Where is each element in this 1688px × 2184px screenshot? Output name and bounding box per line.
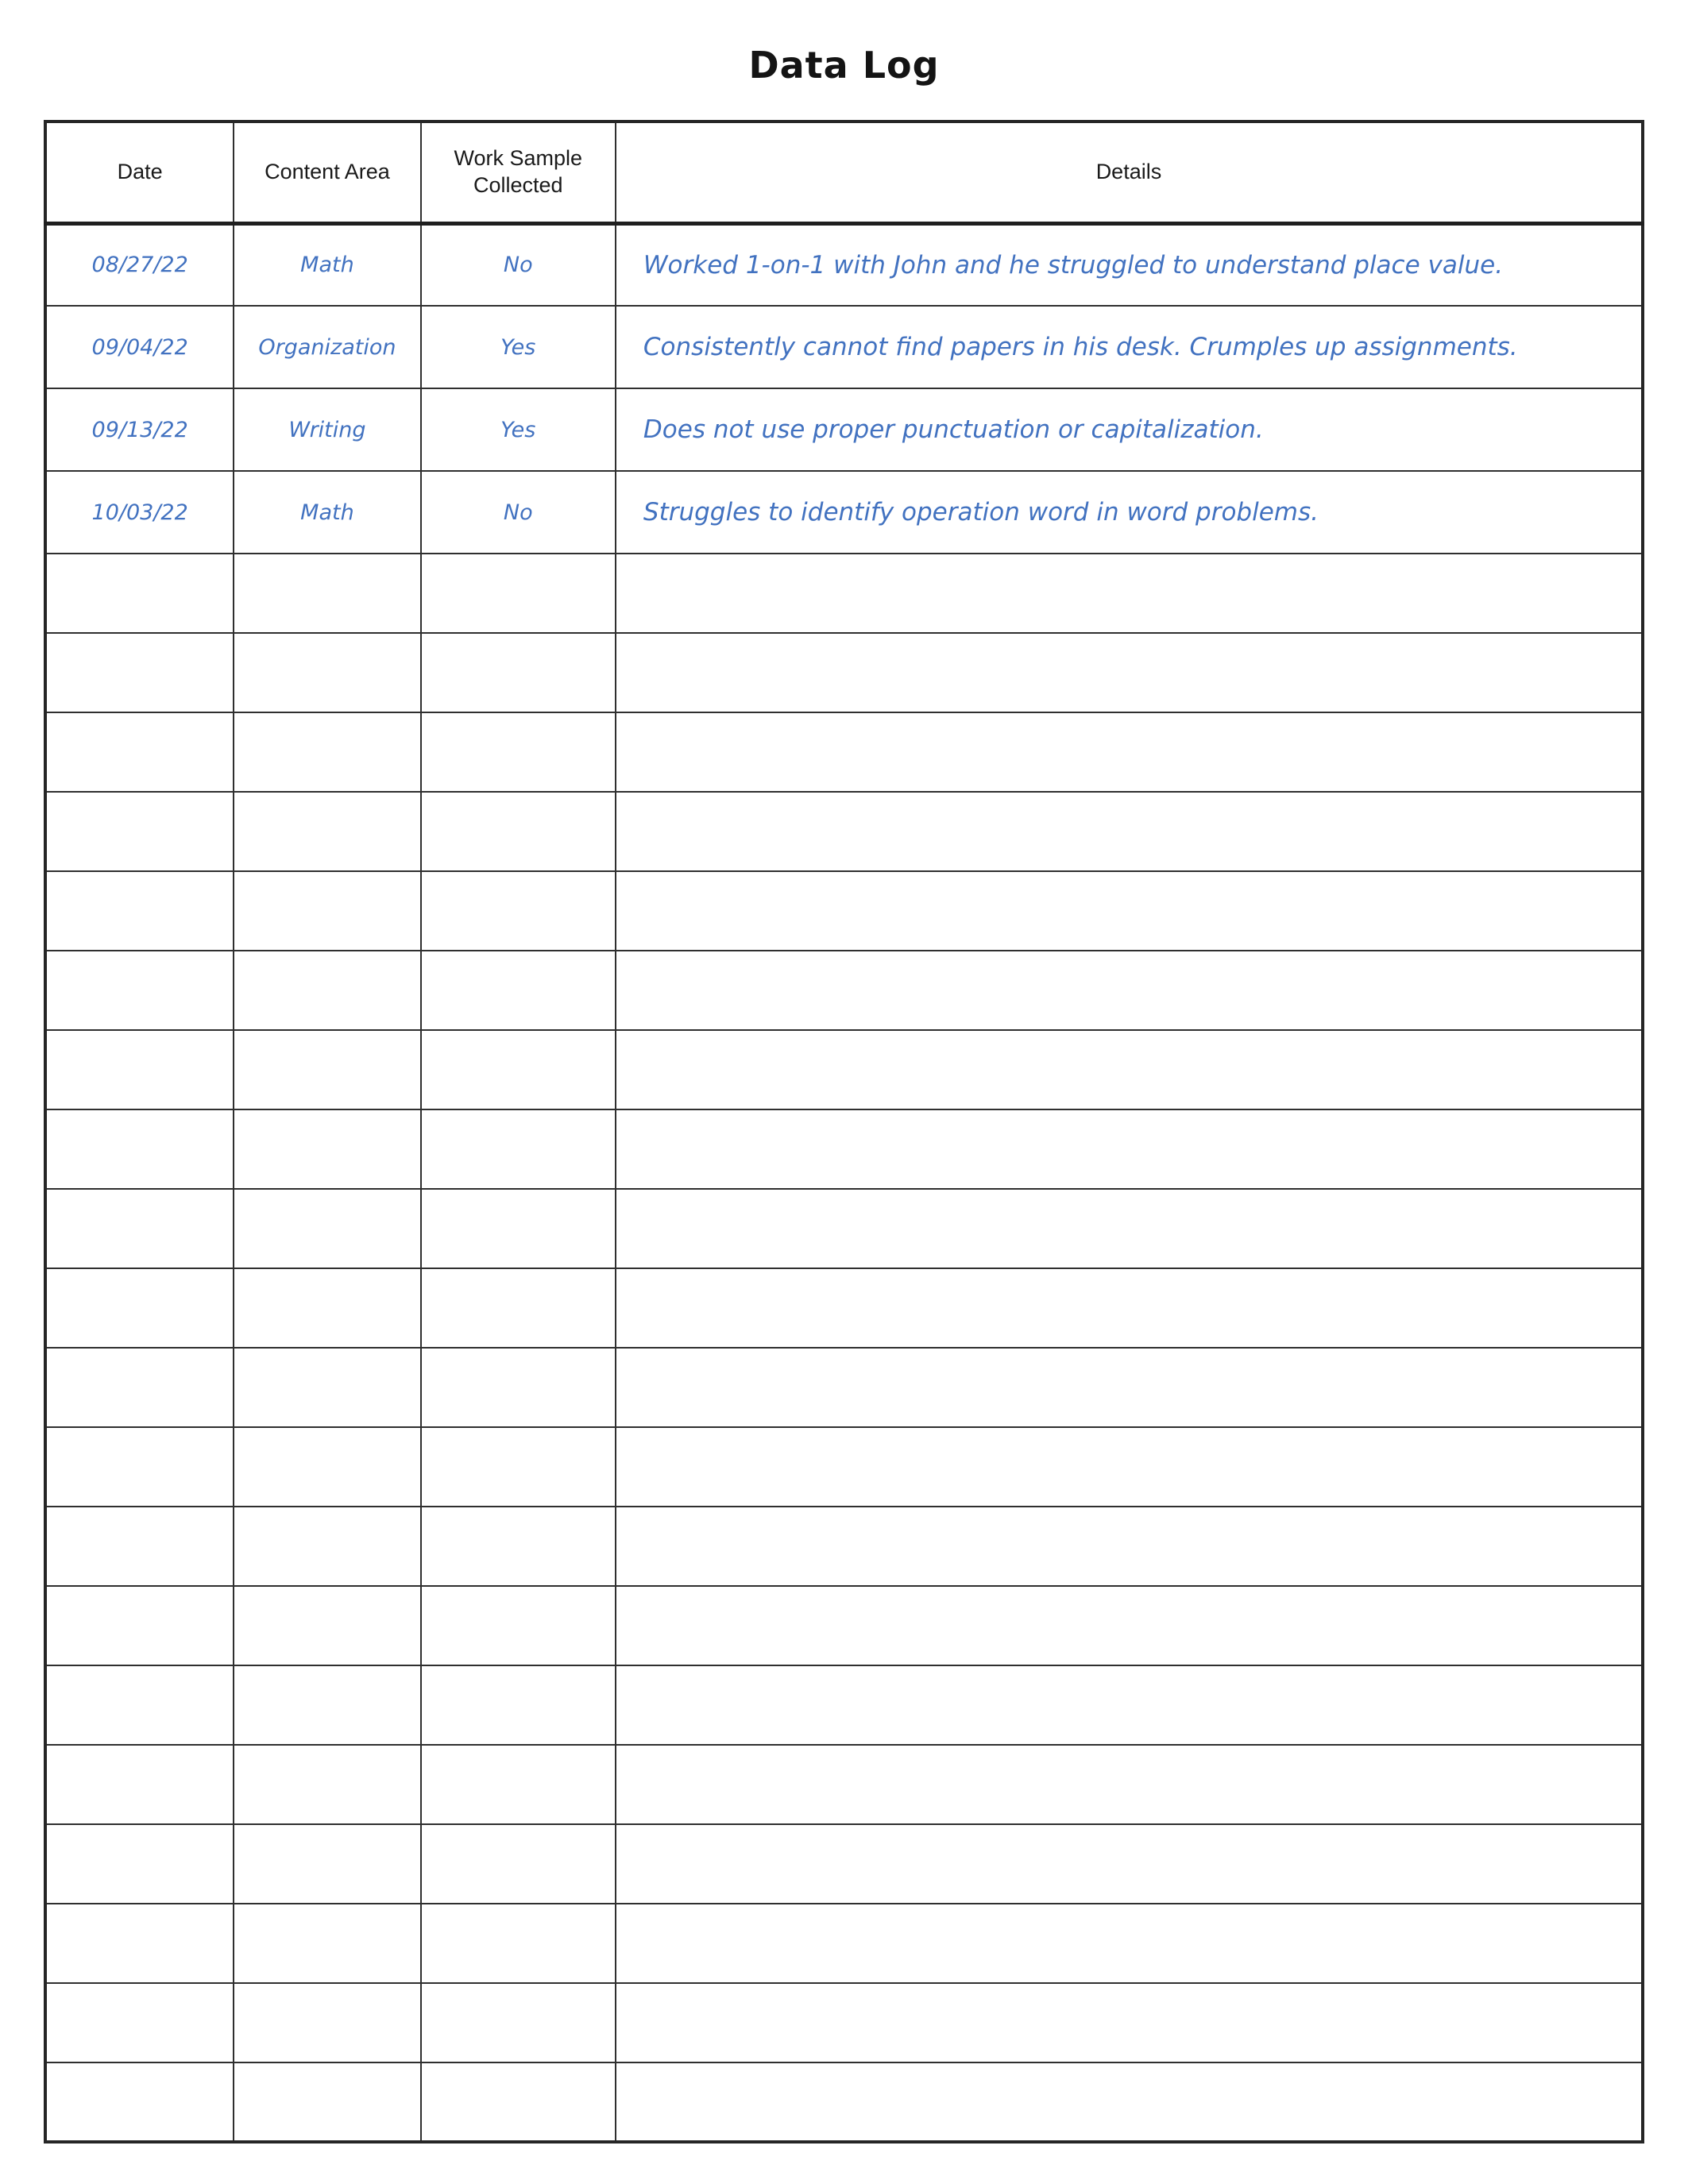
content-area-cell-empty bbox=[234, 1983, 420, 2062]
header-row bbox=[45, 122, 1643, 223]
work-sample-cell-empty bbox=[421, 1348, 616, 1427]
content-area-cell-empty bbox=[234, 1665, 420, 1745]
work-sample-cell-empty bbox=[421, 633, 616, 712]
empty-rows bbox=[45, 554, 1643, 2142]
work-sample-cell-empty bbox=[421, 1824, 616, 1904]
details-cell-empty bbox=[616, 1030, 1643, 1109]
date-cell-empty bbox=[45, 1665, 234, 1745]
empty-table-row bbox=[45, 792, 1643, 871]
content-area-cell: Math bbox=[234, 471, 420, 554]
work-sample-cell-empty bbox=[421, 1109, 616, 1189]
empty-table-row bbox=[45, 1189, 1643, 1268]
content-area-cell-empty bbox=[234, 871, 420, 951]
content-area-cell-empty bbox=[234, 1904, 420, 1983]
empty-table-row bbox=[45, 2062, 1643, 2142]
work-sample-cell-empty bbox=[421, 1030, 616, 1109]
empty-table-row bbox=[45, 1745, 1643, 1824]
date-cell-empty bbox=[45, 1348, 234, 1427]
empty-table-row bbox=[45, 951, 1643, 1030]
date-cell: 09/04/22 bbox=[45, 306, 234, 388]
content-area-cell-empty bbox=[234, 1507, 420, 1586]
content-area-cell-empty bbox=[234, 1745, 420, 1824]
empty-table-row bbox=[45, 1983, 1643, 2062]
details-cell-empty bbox=[616, 1745, 1643, 1824]
date-cell-empty bbox=[45, 871, 234, 951]
empty-table-row bbox=[45, 1507, 1643, 1586]
content-area-cell-empty bbox=[234, 1586, 420, 1665]
details-cell: Struggles to identify operation word in word problems. bbox=[616, 471, 1643, 554]
empty-table-row bbox=[45, 633, 1643, 712]
work-sample-cell-empty bbox=[421, 792, 616, 871]
date-cell-empty bbox=[45, 1745, 234, 1824]
date-cell-empty bbox=[45, 1268, 234, 1348]
date-cell-empty bbox=[45, 1983, 234, 2062]
date-cell-empty bbox=[45, 792, 234, 871]
page-title: Data Log bbox=[748, 44, 940, 87]
date-cell-empty bbox=[45, 1507, 234, 1586]
work-sample-cell: No bbox=[421, 223, 616, 306]
details-cell-empty bbox=[616, 1109, 1643, 1189]
empty-table-row bbox=[45, 712, 1643, 792]
column-header-date: Date bbox=[45, 122, 234, 223]
empty-table-row bbox=[45, 1904, 1643, 1983]
work-sample-cell-empty bbox=[421, 1427, 616, 1507]
work-sample-cell-empty bbox=[421, 871, 616, 951]
date-cell-empty bbox=[45, 1824, 234, 1904]
work-sample-cell-empty bbox=[421, 1665, 616, 1745]
date-cell-empty bbox=[45, 712, 234, 792]
work-sample-cell: Yes bbox=[421, 388, 616, 471]
details-cell-empty bbox=[616, 1268, 1643, 1348]
date-cell-empty bbox=[45, 1427, 234, 1507]
date-cell-empty bbox=[45, 2062, 234, 2142]
date-cell-empty bbox=[45, 1586, 234, 1665]
column-header-content-area: Content Area bbox=[234, 122, 420, 223]
table-row bbox=[45, 471, 1643, 554]
details-cell-empty bbox=[616, 1983, 1643, 2062]
details-cell-empty bbox=[616, 1586, 1643, 1665]
filled-rows bbox=[45, 223, 1643, 554]
details-cell-empty bbox=[616, 1427, 1643, 1507]
content-area-cell: Writing bbox=[234, 388, 420, 471]
content-area-cell-empty bbox=[234, 1427, 420, 1507]
work-sample-cell-empty bbox=[421, 1904, 616, 1983]
details-cell-empty bbox=[616, 1904, 1643, 1983]
content-area-cell-empty bbox=[234, 1348, 420, 1427]
date-cell: 09/13/22 bbox=[45, 388, 234, 471]
empty-table-row bbox=[45, 1824, 1643, 1904]
details-cell-empty bbox=[616, 871, 1643, 951]
content-area-cell: Organization bbox=[234, 306, 420, 388]
table-header bbox=[45, 122, 1643, 223]
details-cell: Consistently cannot find papers in his desk. Crumples up assignments. bbox=[616, 306, 1643, 388]
details-cell-empty bbox=[616, 1824, 1643, 1904]
date-cell-empty bbox=[45, 1189, 234, 1268]
content-area-cell-empty bbox=[234, 792, 420, 871]
work-sample-cell-empty bbox=[421, 1189, 616, 1268]
details-cell-empty bbox=[616, 1507, 1643, 1586]
work-sample-cell: Yes bbox=[421, 306, 616, 388]
empty-table-row bbox=[45, 1427, 1643, 1507]
details-cell-empty bbox=[616, 712, 1643, 792]
table-row bbox=[45, 388, 1643, 471]
details-cell: Does not use proper punctuation or capitalization. bbox=[616, 388, 1643, 471]
work-sample-cell-empty bbox=[421, 1745, 616, 1824]
work-sample-cell-empty bbox=[421, 554, 616, 633]
details-cell-empty bbox=[616, 1348, 1643, 1427]
content-area-cell-empty bbox=[234, 1268, 420, 1348]
date-cell-empty bbox=[45, 1030, 234, 1109]
work-sample-cell-empty bbox=[421, 2062, 616, 2142]
empty-table-row bbox=[45, 1348, 1643, 1427]
details-cell-empty bbox=[616, 792, 1643, 871]
date-cell-empty bbox=[45, 951, 234, 1030]
details-cell-empty bbox=[616, 633, 1643, 712]
content-area-cell-empty bbox=[234, 2062, 420, 2142]
content-area-cell-empty bbox=[234, 1030, 420, 1109]
content-area-cell-empty bbox=[234, 1824, 420, 1904]
work-sample-cell-empty bbox=[421, 951, 616, 1030]
empty-table-row bbox=[45, 1268, 1643, 1348]
details-cell-empty bbox=[616, 1665, 1643, 1745]
content-area-cell-empty bbox=[234, 712, 420, 792]
details-cell-empty bbox=[616, 554, 1643, 633]
content-area-cell-empty bbox=[234, 951, 420, 1030]
table-row bbox=[45, 306, 1643, 388]
work-sample-cell-empty bbox=[421, 1268, 616, 1348]
details-cell-empty bbox=[616, 2062, 1643, 2142]
work-sample-cell: No bbox=[421, 471, 616, 554]
work-sample-cell-empty bbox=[421, 712, 616, 792]
content-area-cell-empty bbox=[234, 554, 420, 633]
empty-table-row bbox=[45, 554, 1643, 633]
empty-table-row bbox=[45, 1109, 1643, 1189]
column-header-work-sample: Work Sample Collected bbox=[421, 122, 616, 223]
work-sample-cell-empty bbox=[421, 1983, 616, 2062]
date-cell-empty bbox=[45, 1109, 234, 1189]
details-cell-empty bbox=[616, 1189, 1643, 1268]
empty-table-row bbox=[45, 1030, 1643, 1109]
details-cell: Worked 1-on-1 with John and he struggled to understand place value. bbox=[616, 223, 1643, 306]
empty-table-row bbox=[45, 1586, 1643, 1665]
column-header-details: Details bbox=[616, 122, 1643, 223]
data-log-table bbox=[44, 120, 1644, 2143]
date-cell-empty bbox=[45, 1904, 234, 1983]
table-row bbox=[45, 223, 1643, 306]
content-area-cell-empty bbox=[234, 1109, 420, 1189]
content-area-cell-empty bbox=[234, 1189, 420, 1268]
work-sample-cell-empty bbox=[421, 1507, 616, 1586]
empty-table-row bbox=[45, 1665, 1643, 1745]
empty-table-row bbox=[45, 871, 1643, 951]
date-cell-empty bbox=[45, 633, 234, 712]
work-sample-cell-empty bbox=[421, 1586, 616, 1665]
details-cell-empty bbox=[616, 951, 1643, 1030]
date-cell: 08/27/22 bbox=[45, 223, 234, 306]
content-area-cell-empty bbox=[234, 633, 420, 712]
date-cell-empty bbox=[45, 554, 234, 633]
date-cell: 10/03/22 bbox=[45, 471, 234, 554]
content-area-cell: Math bbox=[234, 223, 420, 306]
